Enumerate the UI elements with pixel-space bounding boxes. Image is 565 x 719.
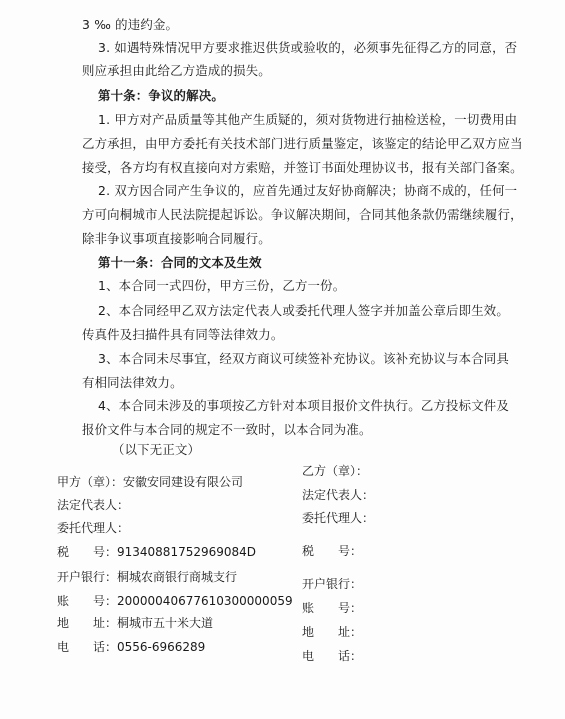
clause-11-item-2-line-1: 2、本合同经甲乙双方法定代表人或委托代理人签字并加盖公章后即生效。 (98, 303, 509, 318)
clause-11-item-4-line-1: 4、本合同未涉及的事项按乙方针对本项目报价文件执行。乙方投标文件及 (98, 398, 509, 413)
party-b-account-row (302, 600, 362, 616)
party-a-agent-label: 委托代理人： (57, 521, 130, 535)
party-a-bank-value: 桐城农商银行商城支行 (117, 570, 238, 584)
clause-10-item-2-line-1: 2. 双方因合同产生争议的，应首先通过友好协商解决；协商不成的，任何一 (98, 183, 518, 198)
clause-9-item-3-line-1: 3. 如遇特殊情况甲方要求推迟供货或验收的，必须事先征得乙方的同意，否 (98, 40, 518, 55)
party-a-tax-value: 91340881752969084D (117, 545, 257, 559)
clause-10-item-1-line-1: 1. 甲方对产品质量等其他产生质疑的，须对货物进行抽检送检，一切费用由 (98, 112, 518, 127)
party-a-address-row (57, 615, 213, 631)
party-a-bank-label: 开户银行： (57, 570, 118, 584)
party-a-address-label: 地 址： (57, 616, 118, 630)
clause-11-item-3-line-2: 有相同法律效力。 (82, 375, 183, 390)
clause-11-item-1: 1、本合同一式四份，甲方三份，乙方一份。 (98, 278, 346, 293)
party-a-legal-rep-label: 法定代表人： (57, 498, 130, 512)
party-b-tax-label: 税 号： (302, 544, 363, 558)
party-b-address-label: 地 址： (302, 625, 363, 639)
party-b-agent-row (302, 510, 374, 526)
party-a-address-value: 桐城市五十米大道 (117, 616, 214, 630)
party-b-bank-row (302, 576, 362, 592)
clause-11-heading: 第十一条：合同的文本及生效 (98, 255, 262, 270)
party-b-account-label: 账 号： (302, 601, 363, 615)
penalty-rate-line: 3 ‰ 的违约金。 (82, 17, 179, 32)
party-b-bank-label: 开户银行： (302, 577, 363, 591)
party-a-account-label: 账 号： (57, 594, 118, 608)
party-b-name-row (302, 463, 368, 479)
clause-11-item-3-line-1: 3、本合同未尽事宜，经双方商议可续签补充协议。该补充协议与本合同具 (98, 351, 509, 366)
party-a-tax-label: 税 号： (57, 545, 118, 559)
clause-10-item-2-line-3: 除非争议事项直接影响合同履行。 (82, 231, 271, 246)
clause-9-item-3-line-2: 则应承担由此给乙方造成的损失。 (82, 63, 271, 78)
party-a-agent-row (57, 520, 129, 536)
party-b-phone-row (302, 648, 362, 664)
party-a-name-value: 安徽安同建设有限公司 (123, 475, 244, 489)
party-a-phone-value: 0556-6966289 (117, 640, 206, 654)
party-a-tax-row (57, 544, 256, 560)
party-a-phone-row (57, 639, 205, 655)
party-b-name-label: 乙方（章）： (302, 464, 369, 478)
party-a-legal-rep-row (57, 497, 129, 513)
party-a-name-row (57, 474, 243, 490)
clause-10-item-2-line-2: 方可向桐城市人民法院提起诉讼。争议解决期间，合同其他条款仍需继续履行， (82, 207, 523, 222)
clause-11-item-2-line-2: 传真件及扫描件具有同等法律效力。 (82, 327, 284, 342)
party-a-bank-row (57, 569, 237, 585)
party-b-agent-label: 委托代理人： (302, 511, 375, 525)
party-b-tax-row (302, 543, 362, 559)
party-a-account-row (57, 593, 293, 609)
party-a-account-value: 20000040677610300000059 (117, 594, 293, 608)
party-a-phone-label: 电 话： (57, 640, 118, 654)
party-b-address-row (302, 624, 362, 640)
no-more-text-note: （以下无正文） (112, 442, 201, 457)
party-a-name-label: 甲方（章）： (57, 475, 124, 489)
party-b-legal-rep-label: 法定代表人： (302, 488, 375, 502)
clause-10-item-1-line-2: 乙方承担，由甲方委托有关技术部门进行质量鉴定，该鉴定的结论甲乙双方应当 (82, 136, 523, 151)
clause-10-heading: 第十条：争议的解决。 (98, 88, 224, 103)
party-b-phone-label: 电 话： (302, 649, 363, 663)
party-b-legal-rep-row (302, 487, 374, 503)
clause-10-item-1-line-3: 接受，各方均有权直接向对方索赔，并签订书面处理协议书，报有关部门备案。 (82, 160, 523, 175)
clause-11-item-4-line-2: 报价文件与本合同的规定不一致时，以本合同为准。 (82, 422, 372, 437)
